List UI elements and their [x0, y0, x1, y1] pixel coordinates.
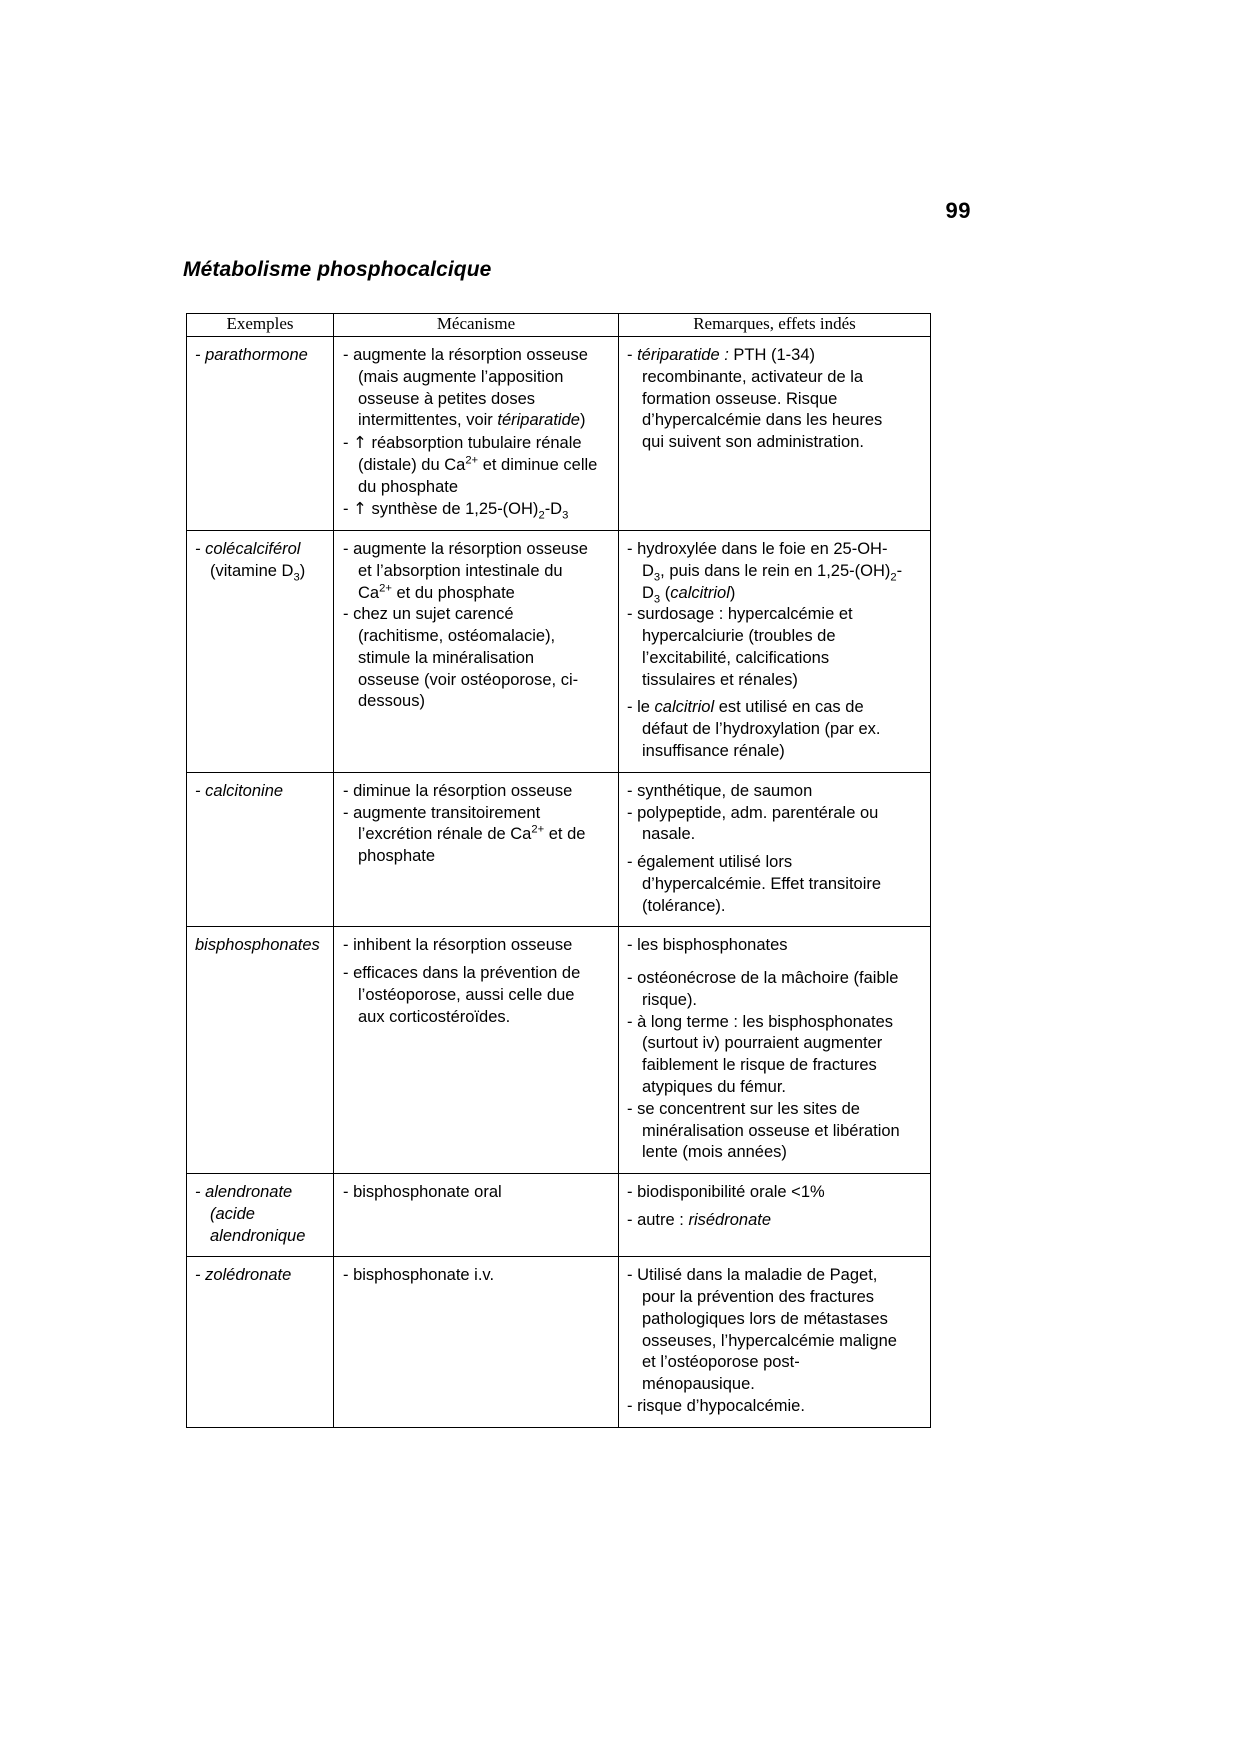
- drug-name-detail: (vitamine $D_3$): [210, 561, 306, 584]
- remark-line: nasale.: [642, 825, 696, 844]
- remark-line: et l’ostéoporose post-: [642, 1353, 800, 1372]
- table-row: [187, 1257, 931, 1427]
- cell-example-parathormone: [187, 337, 334, 531]
- mechanism-line: - diminue la résorption osseuse: [343, 781, 573, 800]
- table-row: [187, 1174, 931, 1257]
- remark-line: - surdosage : hypercalcémie et: [627, 605, 853, 624]
- cell-mechanism-bisphosphonates: [334, 927, 619, 1174]
- mechanism-line: (rachitisme, ostéomalacie),: [358, 627, 556, 646]
- column-header-examples: Exemples: [187, 314, 334, 337]
- mechanism-line: - bisphosphonate i.v.: [343, 1266, 495, 1285]
- page-number: 99: [945, 198, 971, 223]
- remark-line: l’excitabilité, calcifications: [642, 648, 830, 667]
- up-arrow-icon: ↑: [353, 433, 367, 453]
- remark-line: d’hypercalcémie. Effet transitoire: [642, 874, 882, 893]
- mechanism-line: (mais augmente l’apposition: [358, 367, 564, 386]
- mechanism-line: - chez un sujet carencé: [343, 605, 514, 624]
- mechanism-line: - augmente la résorption osseuse: [343, 540, 588, 559]
- mechanism-line: - bisphosphonate oral: [343, 1183, 502, 1202]
- cell-example-bisphosphonates: [187, 927, 334, 1174]
- remark-line: - risque d’hypocalcémie.: [627, 1396, 805, 1415]
- remark-line: - se concentrent sur les sites de: [627, 1099, 860, 1118]
- drug-name: - zolédronate: [195, 1266, 292, 1285]
- cell-example-alendronate: [187, 1174, 334, 1257]
- drug-name-detail: (acide: [210, 1204, 255, 1223]
- remark-line: ménopausique.: [642, 1375, 755, 1394]
- remark-line: hypercalciurie (troubles de: [642, 627, 836, 646]
- remark-line: qui suivent son administration.: [642, 433, 864, 452]
- cell-remarks-zoledronate: [619, 1257, 931, 1427]
- remark-line: minéralisation osseuse et libération: [642, 1121, 900, 1140]
- cell-example-calcitonine: [187, 772, 334, 927]
- table-row: [187, 772, 931, 927]
- column-header-remarks: Remarques, effets indés: [619, 314, 931, 337]
- remark-line: défaut de l’hydroxylation (par ex.: [642, 720, 881, 739]
- mechanism-line: - augmente la résorption osseuse: [343, 346, 588, 364]
- remark-line: osseuses, l’hypercalcémie maligne: [642, 1331, 897, 1350]
- mechanism-line: (distale) du $Ca^{2+}$ et diminue celle: [358, 454, 598, 474]
- drug-name: - colécalciférol: [195, 540, 301, 559]
- remark-line: - polypeptide, adm. parentérale ou: [627, 803, 879, 822]
- mechanism-line: phosphate: [358, 847, 436, 866]
- remark-line: - biodisponibilité orale <1%: [627, 1183, 825, 1202]
- mechanism-line: osseuse à petites doses: [358, 389, 536, 408]
- remark-line: - tériparatide : PTH (1-34): [627, 346, 815, 364]
- remark-line: insuffisance rénale): [642, 742, 785, 761]
- remark-line: - autre : risédronate: [627, 1210, 772, 1229]
- table-row: [187, 531, 931, 773]
- remark-line: (tolérance).: [642, 896, 726, 915]
- mechanism-line: du phosphate: [358, 477, 459, 496]
- mechanism-line: - inhibent la résorption osseuse: [343, 936, 573, 955]
- remark-line: - également utilisé lors: [627, 853, 793, 872]
- remark-line: tissulaires et rénales): [642, 670, 798, 689]
- mechanism-line: et l’absorption intestinale du: [358, 561, 563, 580]
- remark-line: - Utilisé dans la maladie de Paget,: [627, 1266, 878, 1285]
- mechanism-line: intermittentes, voir tériparatide): [358, 411, 586, 430]
- mechanism-line: osseuse (voir ostéoporose, ci-: [358, 670, 579, 689]
- up-arrow-icon: ↑: [353, 499, 367, 519]
- cell-example-colecalciferol: [187, 531, 334, 773]
- mechanism-line: - ↑ réabsorption tubulaire rénale: [343, 433, 582, 453]
- page-title: Métabolisme phosphocalcique: [183, 258, 492, 281]
- cell-mechanism-alendronate: [334, 1174, 619, 1257]
- remark-line: atypiques du fémur.: [642, 1077, 787, 1096]
- mechanism-line: l’ostéoporose, aussi celle due: [358, 985, 575, 1004]
- table-row: [187, 927, 931, 1174]
- cell-example-zoledronate: [187, 1257, 334, 1427]
- remark-line: (surtout iv) pourraient augmenter: [642, 1034, 883, 1053]
- cell-remarks-parathormone: [619, 337, 931, 531]
- mechanism-line: stimule la minéralisation: [358, 648, 535, 667]
- remark-line: $D_3$, puis dans le rein en $1,25-(OH)_2-$: [642, 561, 903, 584]
- remark-line: - ostéonécrose de la mâchoire (faible: [627, 969, 899, 988]
- mechanism-line: l’excrétion rénale de $Ca^{2+}$ et de: [358, 823, 586, 844]
- table-row: [187, 337, 931, 531]
- remark-line: - hydroxylée dans le foie en 25-OH-: [627, 540, 888, 559]
- remark-line: - les bisphosphonates: [627, 936, 788, 955]
- column-header-mechanism: Mécanisme: [334, 314, 619, 337]
- cell-remarks-alendronate: [619, 1174, 931, 1257]
- drug-name-detail: alendronique: [210, 1226, 306, 1245]
- remark-line: - à long terme : les bisphosphonates: [627, 1012, 893, 1031]
- cell-mechanism-zoledronate: [334, 1257, 619, 1427]
- table-header-row: [187, 314, 931, 337]
- drug-table-container: [186, 313, 930, 1428]
- cell-remarks-bisphosphonates: [619, 927, 931, 1174]
- cell-mechanism-calcitonine: [334, 772, 619, 927]
- mechanism-line: - efficaces dans la prévention de: [343, 964, 581, 983]
- drug-table: [186, 313, 931, 1428]
- drug-name: bisphosphonates: [195, 936, 320, 955]
- drug-name: - calcitonine: [195, 781, 284, 800]
- mechanism-line: $Ca^{2+}$ et du phosphate: [358, 582, 515, 602]
- mechanism-line: aux corticostéroïdes.: [358, 1007, 511, 1026]
- remark-line: faiblement le risque de fractures: [642, 1056, 877, 1075]
- cell-remarks-colecalciferol: [619, 531, 931, 773]
- cell-mechanism-colecalciferol: [334, 531, 619, 773]
- cell-mechanism-parathormone: [334, 337, 619, 531]
- remark-line: d’hypercalcémie dans les heures: [642, 411, 883, 430]
- remark-line: recombinante, activateur de la: [642, 367, 864, 386]
- mechanism-line: - augmente transitoirement: [343, 803, 541, 822]
- remark-line: pathologiques lors de métastases: [642, 1309, 888, 1328]
- remark-line: $D_3$ (calcitriol): [642, 583, 736, 605]
- cell-remarks-calcitonine: [619, 772, 931, 927]
- remark-line: lente (mois années): [642, 1143, 787, 1162]
- remark-line: risque).: [642, 990, 698, 1009]
- remark-line: - le calcitriol est utilisé en cas de: [627, 698, 864, 717]
- drug-name: - parathormone: [195, 346, 308, 364]
- remark-line: formation osseuse. Risque: [642, 389, 838, 408]
- remark-line: - synthétique, de saumon: [627, 781, 813, 800]
- remark-line: pour la prévention des fractures: [642, 1288, 875, 1307]
- drug-name: - alendronate: [195, 1183, 293, 1202]
- mechanism-line: dessous): [358, 692, 425, 711]
- mechanism-line: - ↑ synthèse de $1,25-(OH)_2-D_3$: [343, 499, 569, 522]
